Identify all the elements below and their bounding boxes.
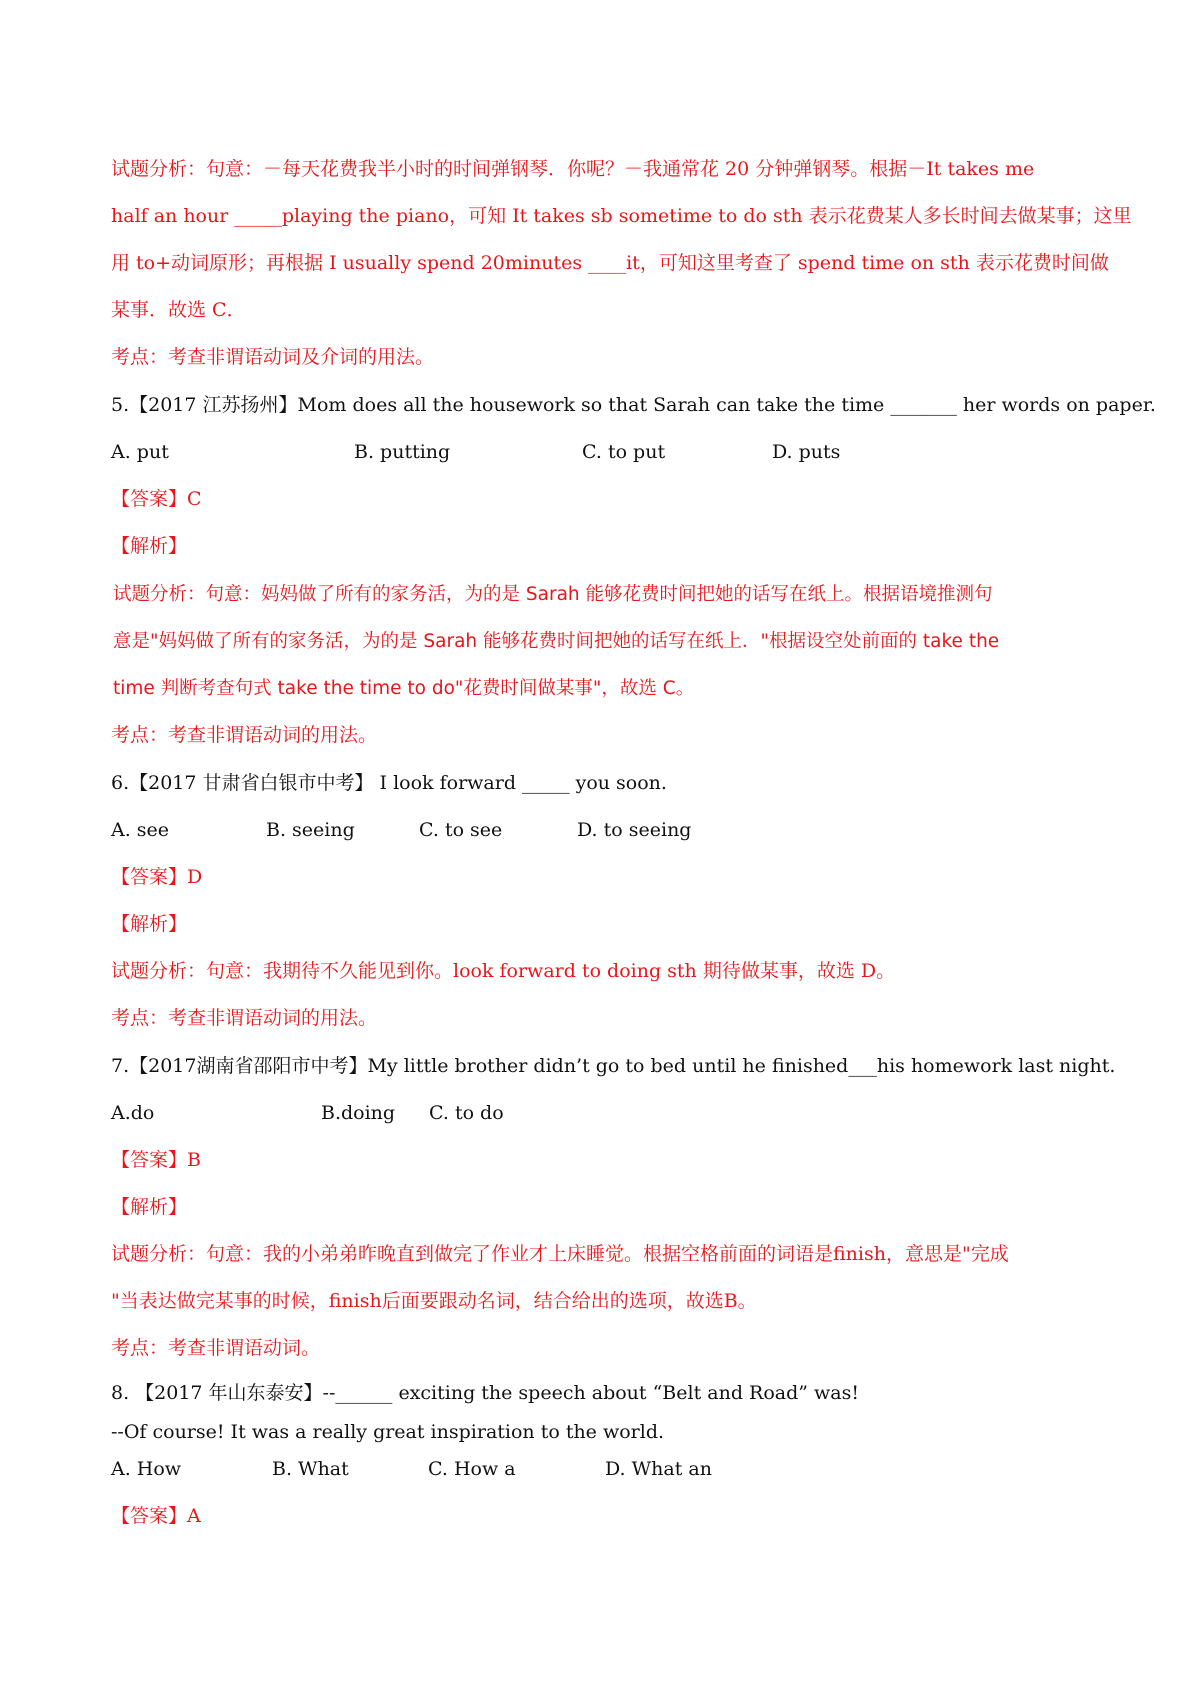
question-stem-7: 7.【2017湖南省邵阳市中考】My little brother didn’t go to bed until he finished___his homework last night. — [111, 1055, 1116, 1077]
option-b: B.doing — [321, 1102, 396, 1124]
question-stem-8-reply: --Of course! It was a really great inspiration to the world. — [111, 1421, 665, 1443]
question-stem-6: 6.【2017 甘肃省白银市中考】 I look forward _____ you soon. — [111, 772, 667, 794]
analysis-line: 用 to+动词原形；再根据 I usually spend 20minutes ____it，可知这里考查了 spend time on sth 表示花费时间做 — [111, 252, 1109, 274]
option-a: A.do — [111, 1102, 155, 1124]
answer-label: 【答案】B — [111, 1149, 201, 1171]
option-b: B. putting — [354, 441, 451, 463]
option-d: D. to seeing — [577, 819, 692, 841]
analysis-line: "当表达做完某事的时候，finish后面要跟动名词，结合给出的选项，故选B。 — [111, 1290, 757, 1312]
analysis-heading: 【解析】 — [111, 913, 188, 935]
option-c: C. to put — [582, 441, 666, 463]
option-d: D. puts — [772, 441, 841, 463]
knowledge-point: 考点：考查非谓语动词。 — [111, 1337, 321, 1359]
answer-label: 【答案】A — [111, 1505, 201, 1527]
option-b: B. What — [272, 1458, 349, 1480]
option-c: C. to see — [419, 819, 503, 841]
analysis-heading: 【解析】 — [111, 1196, 188, 1218]
analysis-heading: 【解析】 — [111, 535, 188, 557]
option-a: A. put — [111, 441, 169, 463]
knowledge-point: 考点：考查非谓语动词的用法。 — [111, 724, 378, 746]
answer-label: 【答案】D — [111, 866, 203, 888]
question-stem-5: 5.【2017 江苏扬州】Mom does all the housework so that Sarah can take the time _______ her words on paper. — [111, 394, 1156, 416]
option-d: D. What an — [605, 1458, 712, 1480]
knowledge-point: 考点：考查非谓语动词的用法。 — [111, 1007, 378, 1029]
analysis-line: 某事．故选 C． — [111, 299, 246, 321]
answer-label: 【答案】C — [111, 488, 202, 510]
analysis-line: 试题分析：句意：我期待不久能见到你。look forward to doing sth 期待做某事，故选 D。 — [111, 960, 896, 982]
analysis-line: 意是"妈妈做了所有的家务活，为的是 Sarah 能够花费时间把她的话写在纸上．"根据设空处前面的 take the — [113, 631, 1000, 652]
question-stem-8: 8. 【2017 年山东泰安】--______ exciting the speech about “Belt and Road” was! — [111, 1382, 859, 1404]
knowledge-point: 考点：考查非谓语动词及介词的用法。 — [111, 346, 435, 368]
option-a: A. How — [111, 1458, 182, 1480]
option-a: A. see — [111, 819, 170, 841]
analysis-line: 试题分析：句意：－每天花费我半小时的时间弹钢琴．你呢？－我通常花 20 分钟弹钢琴。根据－It takes me — [111, 158, 1035, 180]
option-b: B. seeing — [266, 819, 355, 841]
option-c: C. to do — [429, 1102, 504, 1124]
analysis-line: 试题分析：句意：妈妈做了所有的家务活，为的是 Sarah 能够花费时间把她的话写在纸上。根据语境推测句 — [113, 584, 993, 605]
analysis-line: half an hour _____playing the piano，可知 It takes sb sometime to do sth 表示花费某人多长时间去做某事；这里 — [111, 205, 1132, 227]
analysis-line: time 判断考查句式 take the time to do"花费时间做某事"，故选 C。 — [113, 678, 695, 699]
analysis-line: 试题分析：句意：我的小弟弟昨晚直到做完了作业才上床睡觉。根据空格前面的词语是finish，意思是"完成 — [111, 1243, 1009, 1265]
option-c: C. How a — [428, 1458, 516, 1480]
